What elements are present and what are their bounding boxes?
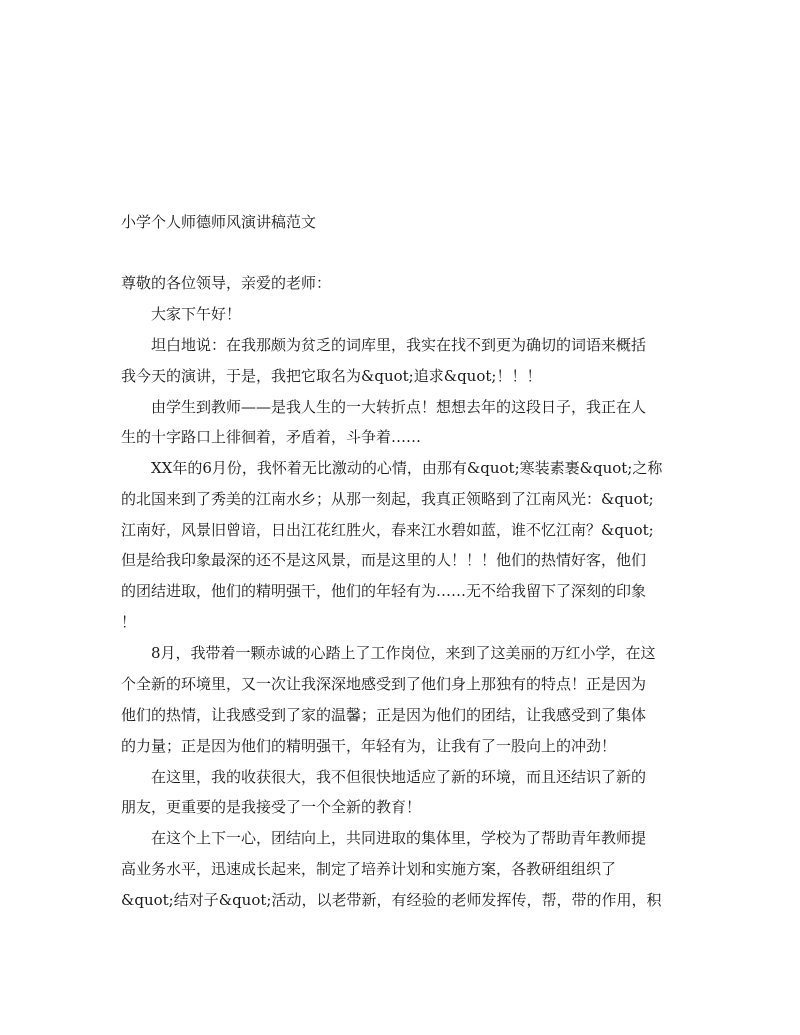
paragraph-line: 的团结进取，他们的精明强干，他们的年轻有为……无不给我留下了深刻的印象: [121, 582, 647, 600]
paragraph-line: 8月，我带着一颗赤诚的心踏上了工作岗位，来到了这美丽的万红小学，在这: [151, 644, 656, 662]
paragraph-line: 坦白地说：在我那颇为贫乏的词库里，我实在找不到更为确切的词语来概括: [151, 336, 647, 354]
paragraph-line: 在这个上下一心，团结向上，共同进取的集体里，学校为了帮助青年教师提: [151, 829, 647, 847]
paragraph-line: ！: [121, 613, 137, 631]
paragraph-line: 由学生到教师——是我人生的一大转折点！想想去年的这段日子，我正在人: [151, 398, 647, 416]
paragraph-line: 生的十字路口上徘徊着，矛盾着，斗争着……: [121, 428, 422, 446]
paragraph-line: 的北国来到了秀美的江南水乡；从那一刻起，我真正领略到了江南风光：&quot;: [121, 490, 654, 508]
paragraph-line: 个全新的环境里，又一次让我深深地感受到了他们身上那独有的特点！正是因为: [121, 675, 647, 693]
salutation-line: 尊敬的各位领导，亲爱的老师：: [121, 274, 332, 292]
paragraph-line: 他们的热情，让我感受到了家的温馨；正是因为他们的团结，让我感受到了集体: [121, 706, 647, 724]
paragraph-line: XX年的6月份，我怀着无比激动的心情，由那有&quot;寒装素裹&quot;之称: [151, 459, 663, 477]
greeting-line: 大家下午好！: [151, 305, 242, 323]
paragraph-line: 朋友，更重要的是我接受了一个全新的教育！: [121, 798, 422, 816]
paragraph-line: 高业务水平，迅速成长起来，制定了培养计划和实施方案，各教研组组织了: [121, 860, 617, 878]
paragraph-line: 但是给我印象最深的还不是这风景，而是这里的人！！！他们的热情好客，他们: [121, 551, 647, 569]
document-title: 小学个人师德师风演讲稿范文: [121, 213, 317, 231]
paragraph-line: &quot;结对子&quot;活动，以老带新，有经验的老师发挥传，帮，带的作用，积: [121, 891, 662, 909]
paragraph-line: 的力量；正是因为他们的精明强干，年轻有为，让我有了一股向上的冲劲！: [121, 737, 617, 755]
paragraph-line: 在这里，我的收获很大，我不但很快地适应了新的环境，而且还结识了新的: [151, 768, 647, 786]
paragraph-line: 江南好，风景旧曾谙，日出江花红胜火，春来江水碧如蓝，谁不忆江南？&quot;: [121, 521, 654, 539]
paragraph-line: 我今天的演讲，于是，我把它取名为&quot;追求&quot;！！！: [121, 367, 542, 385]
